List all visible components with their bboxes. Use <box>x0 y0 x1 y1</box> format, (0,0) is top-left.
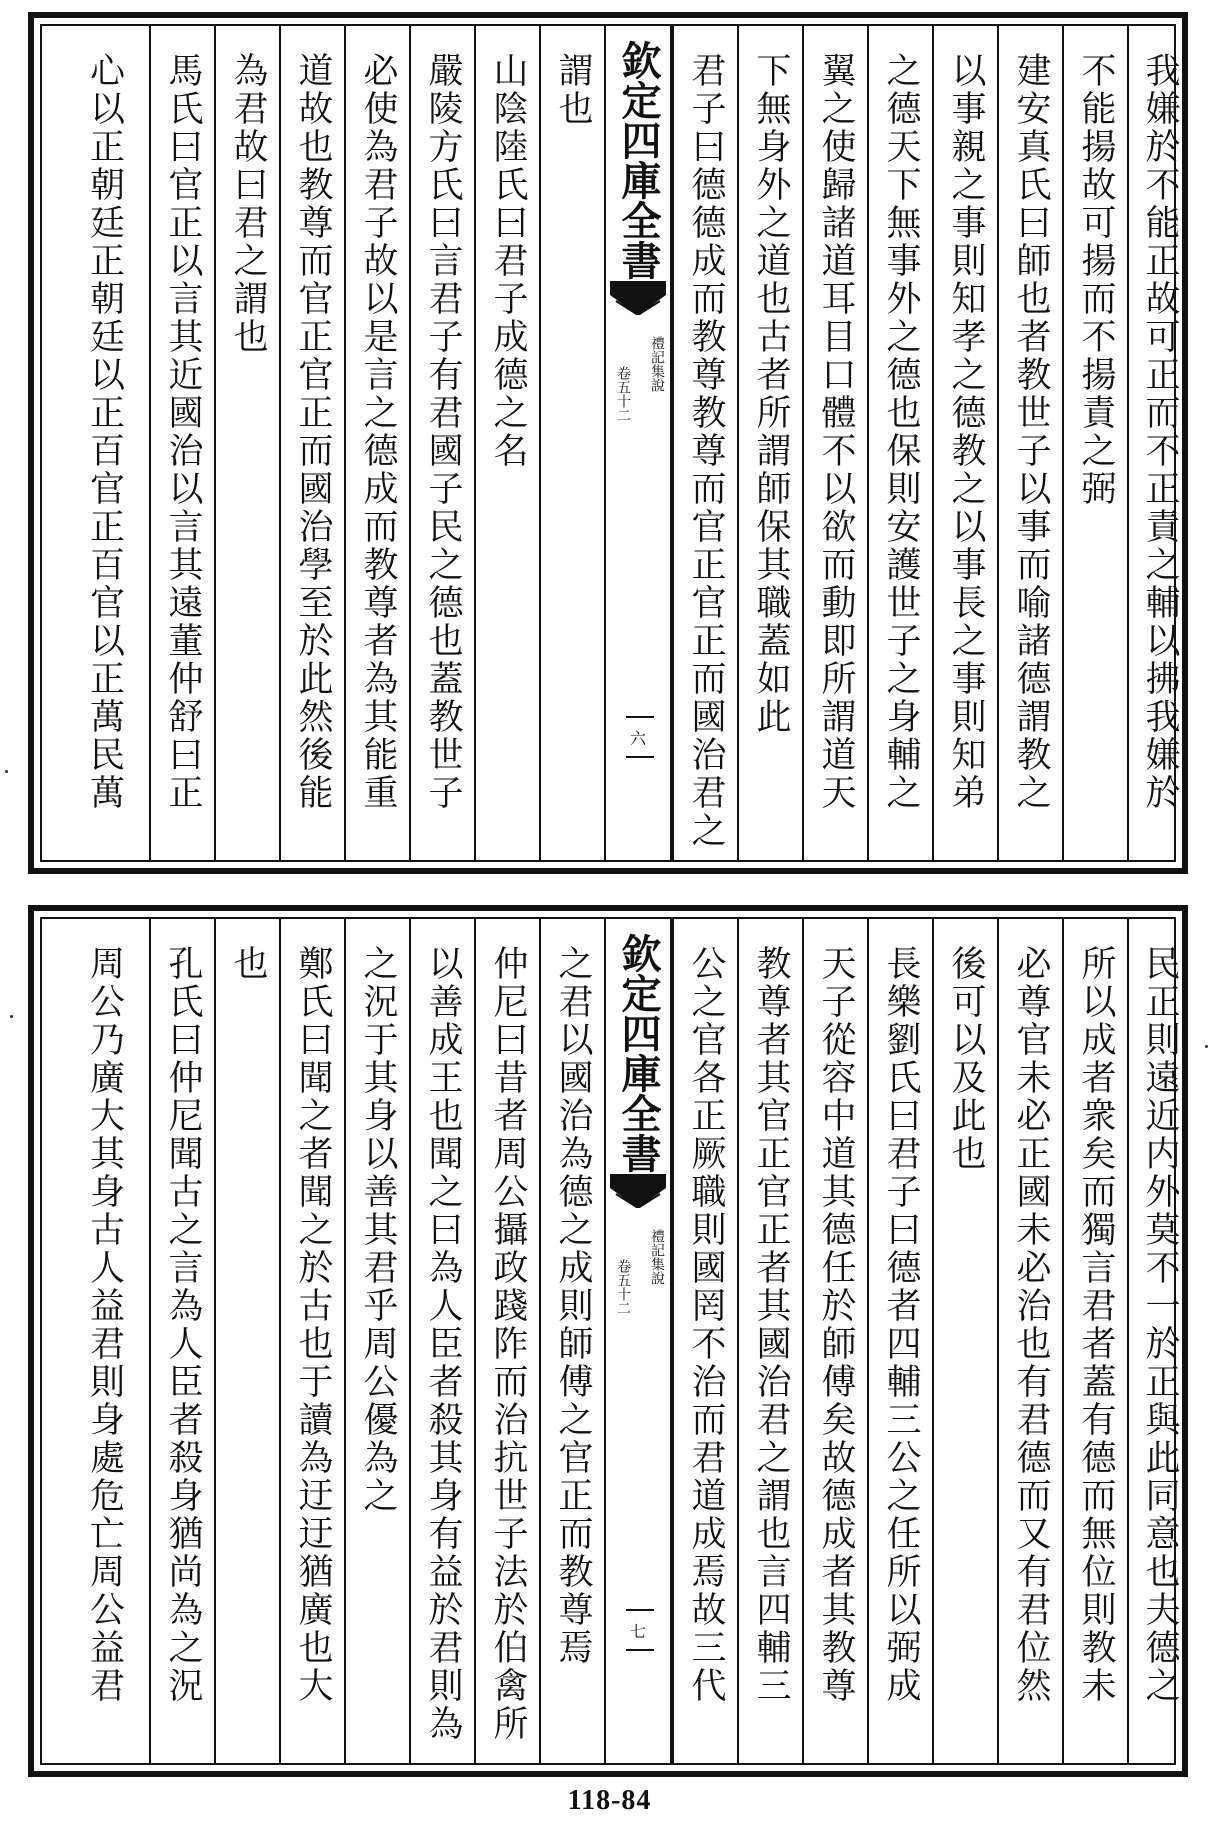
text-column <box>867 26 932 860</box>
text-column <box>539 919 604 1763</box>
column-text: 之君以國治為德之成則師傅之官正而教尊焉 <box>553 945 593 1667</box>
column-text: 以善成王也聞之曰為人臣者殺其身有益於君則為 <box>423 945 463 1743</box>
top-page-text-frame <box>40 24 1180 862</box>
top-page-panel <box>28 12 1188 874</box>
page-number: 118-84 <box>567 1785 652 1816</box>
text-column <box>997 26 1062 860</box>
text-column <box>1062 919 1127 1763</box>
column-text: 謂也 <box>553 52 593 128</box>
column-text: 建安真氏曰師也者教世子以事而喻諸德謂教之 <box>1011 52 1051 812</box>
fold-rule <box>626 1609 654 1611</box>
fold-book-name: 禮記集說 <box>649 1229 665 1285</box>
scan-speck <box>5 770 8 773</box>
text-column <box>932 919 997 1763</box>
fold-title: 欽定四庫全書 <box>615 40 662 280</box>
column-text: 君子曰德德成而教尊教尊而官正官正而國治君之 <box>686 52 726 850</box>
text-column <box>672 26 737 860</box>
column-text: 之況于其身以善其君乎周公優為之 <box>358 945 398 1515</box>
column-text: 馬氏曰官正以言其近國治以言其遠董仲舒曰正 <box>163 52 203 812</box>
column-text: 嚴陵方氏曰言君子有君國子民之德也蓋教世子 <box>423 52 463 812</box>
text-column <box>149 919 214 1763</box>
text-column <box>997 919 1062 1763</box>
fold-page-number: 七 <box>629 1622 647 1641</box>
text-column <box>867 919 932 1763</box>
text-column <box>149 26 214 860</box>
fold-rule <box>626 1649 654 1651</box>
column-text: 也 <box>228 945 268 983</box>
column-text: 翼之使歸諸道耳目口體不以欲而動即所謂道天 <box>816 52 856 812</box>
text-column <box>42 26 149 860</box>
column-text: 後可以及此也 <box>946 945 986 1173</box>
bottom-page-text-frame <box>40 917 1180 1765</box>
column-text: 必尊官未必正國未必治也有君德而又有君位然 <box>1011 945 1051 1705</box>
column-text: 孔氏曰仲尼聞古之言為人臣者殺身猶尚為之況 <box>163 945 203 1705</box>
text-column <box>214 919 279 1763</box>
column-text: 心以正朝廷正朝廷以正百官正百官以正萬民萬 <box>84 52 125 812</box>
fishtail-mark-icon <box>610 281 666 315</box>
column-text: 民正則遠近内外莫不一於正與此同意也夫德之 <box>1140 945 1180 1705</box>
bottom-page-panel <box>28 905 1188 1777</box>
column-text: 仲尼曰昔者周公攝政踐阼而治抗世子法於伯禽所 <box>488 945 528 1743</box>
fold-rule <box>626 716 654 718</box>
text-column <box>737 26 802 860</box>
scan-speck <box>1205 1045 1208 1048</box>
text-column <box>1062 26 1127 860</box>
column-text: 我嫌於不能正故可正而不正責之輔以拂我嫌於 <box>1140 52 1180 812</box>
column-text: 必使為君子故以是言之德成而教尊者為其能重 <box>358 52 398 812</box>
column-text: 下無身外之道也古者所謂師保其職蓋如此 <box>751 52 791 736</box>
column-text: 以事親之事則知孝之德教之以事長之事則知弟 <box>946 52 986 812</box>
text-column <box>409 26 474 860</box>
fold-title: 欽定四庫全書 <box>615 933 662 1173</box>
column-text: 教尊者其官正官正者其國治君之謂也言四輔三 <box>751 945 791 1705</box>
text-column <box>474 26 539 860</box>
column-text: 周公乃廣大其身古人益君則身處危亡周公益君 <box>84 945 125 1705</box>
text-column <box>1127 919 1190 1763</box>
scan-speck <box>10 1015 13 1018</box>
fold-juan-number: 卷五十二 <box>615 1259 631 1315</box>
column-text: 長樂劉氏曰君子曰德者四輔三公之任所以弼成 <box>881 945 921 1705</box>
text-column <box>409 919 474 1763</box>
text-column <box>802 26 867 860</box>
column-text: 天子從容中道其德任於師傅矣故德成者其教尊 <box>816 945 856 1705</box>
column-text: 公之官各正厥職則國罔不治而君道成焉故三代 <box>686 945 726 1705</box>
text-column <box>474 919 539 1763</box>
column-text: 所以成者衆矣而獨言君者蓋有德而無位則教未 <box>1076 945 1116 1705</box>
text-column <box>737 919 802 1763</box>
column-text: 山陰陸氏曰君子成德之名 <box>488 52 528 470</box>
fold-book-name: 禮記集說 <box>649 336 665 392</box>
text-column <box>344 919 409 1763</box>
text-column <box>42 919 149 1763</box>
column-text: 道故也教尊而官正官正而國治學至於此然後能 <box>293 52 333 812</box>
column-text: 之德天下無事外之德也保則安護世子之身輔之 <box>881 52 921 812</box>
fold-juan-number: 卷五十二 <box>615 366 631 422</box>
text-column <box>672 919 737 1763</box>
column-text: 不能揚故可揚而不揚責之弼 <box>1076 52 1116 508</box>
text-column <box>279 26 344 860</box>
fishtail-mark-icon <box>610 1174 666 1208</box>
column-text: 為君故曰君之謂也 <box>228 52 268 356</box>
text-column <box>344 26 409 860</box>
column-text: 鄭氏曰聞之者聞之於古也于讀為迂迂猶廣也大 <box>293 945 333 1705</box>
text-column <box>539 26 604 860</box>
text-column <box>214 26 279 860</box>
text-column <box>279 919 344 1763</box>
fold-page-number: 六 <box>629 729 647 748</box>
center-fold-column <box>604 919 672 1763</box>
text-column <box>1127 26 1190 860</box>
center-fold-column <box>604 26 672 860</box>
text-column <box>802 919 867 1763</box>
fold-rule <box>626 756 654 758</box>
text-column <box>932 26 997 860</box>
